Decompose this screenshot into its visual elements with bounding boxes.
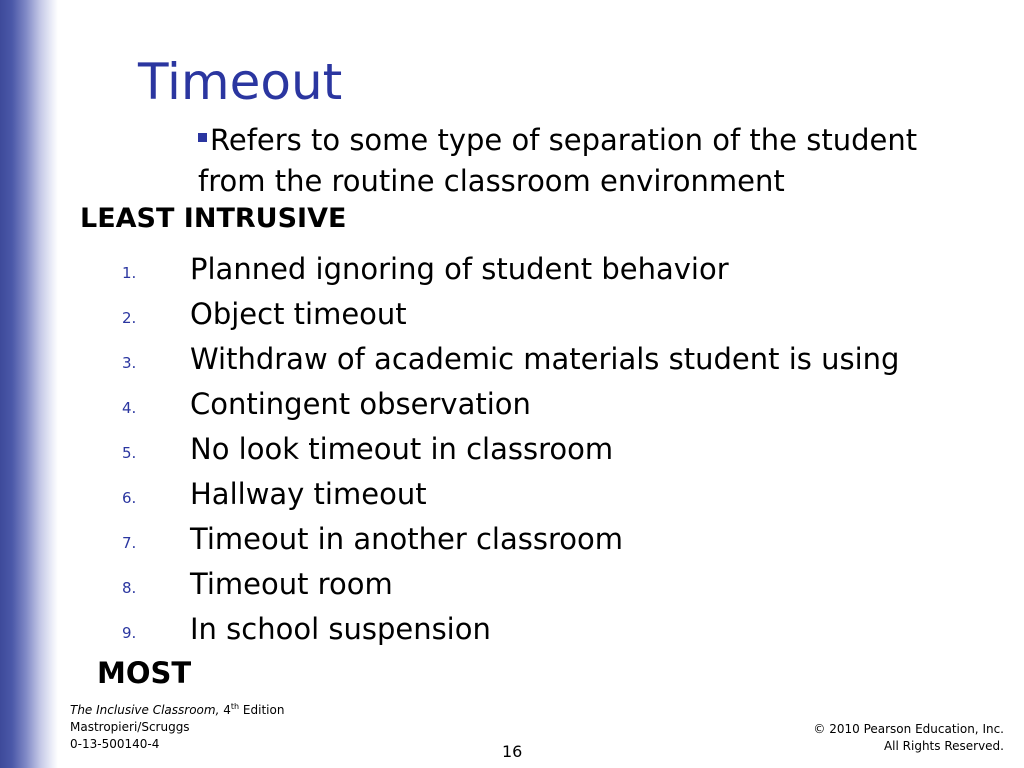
- edition-number: 4: [223, 703, 231, 717]
- list-item: [0, 563, 1024, 608]
- step-number: 6.: [122, 489, 137, 507]
- step-text: In school suspension: [190, 612, 491, 646]
- step-text: Planned ignoring of student behavior: [190, 252, 729, 286]
- list-item: [0, 473, 1024, 518]
- step-text: Hallway timeout: [190, 477, 427, 511]
- step-number: 3.: [122, 354, 137, 372]
- step-text: Timeout room: [190, 567, 393, 601]
- step-text: Withdraw of academic materials student is using: [190, 342, 900, 376]
- edition-word: Edition: [242, 703, 285, 717]
- list-item: [0, 608, 1024, 653]
- list-item: [0, 248, 1024, 293]
- book-title: The Inclusive Classroom,: [70, 703, 220, 717]
- book-info: [70, 698, 284, 753]
- list-item: [0, 428, 1024, 473]
- least-intrusive-label: LEAST INTRUSIVE: [80, 203, 347, 234]
- list-item: [0, 383, 1024, 428]
- copyright-notice: [813, 721, 1004, 755]
- rights-text: All Rights Reserved.: [883, 739, 1004, 753]
- step-text: Object timeout: [190, 297, 407, 331]
- isbn: 0-13-500140-4: [70, 737, 160, 751]
- authors: Mastropieri/Scruggs: [70, 720, 190, 734]
- slide-title: Timeout: [138, 53, 343, 111]
- book-title-line: [70, 698, 284, 719]
- copyright-text: © 2010 Pearson Education, Inc.: [813, 722, 1004, 736]
- step-number: 8.: [122, 579, 137, 597]
- step-number: 1.: [122, 264, 137, 282]
- list-item: [0, 338, 1024, 383]
- step-number: 4.: [122, 399, 137, 417]
- list-item: [0, 293, 1024, 338]
- step-text: Contingent observation: [190, 387, 531, 421]
- step-number: 7.: [122, 534, 137, 552]
- intro-text: Refers to some type of separation of the student from the routine classroom environment: [198, 123, 918, 198]
- step-text: No look timeout in classroom: [190, 432, 614, 466]
- step-number: 5.: [122, 444, 137, 462]
- list-item: [0, 518, 1024, 563]
- intro-bullet: [198, 120, 968, 202]
- edition-suffix: th: [230, 702, 240, 711]
- timeout-steps-list: [0, 248, 1024, 653]
- step-number: 9.: [122, 624, 137, 642]
- step-number: 2.: [122, 309, 137, 327]
- most-intrusive-label: MOST: [97, 656, 192, 690]
- step-text: Timeout in another classroom: [190, 522, 623, 556]
- square-bullet-icon: [198, 133, 207, 142]
- page-number: 16: [502, 742, 523, 761]
